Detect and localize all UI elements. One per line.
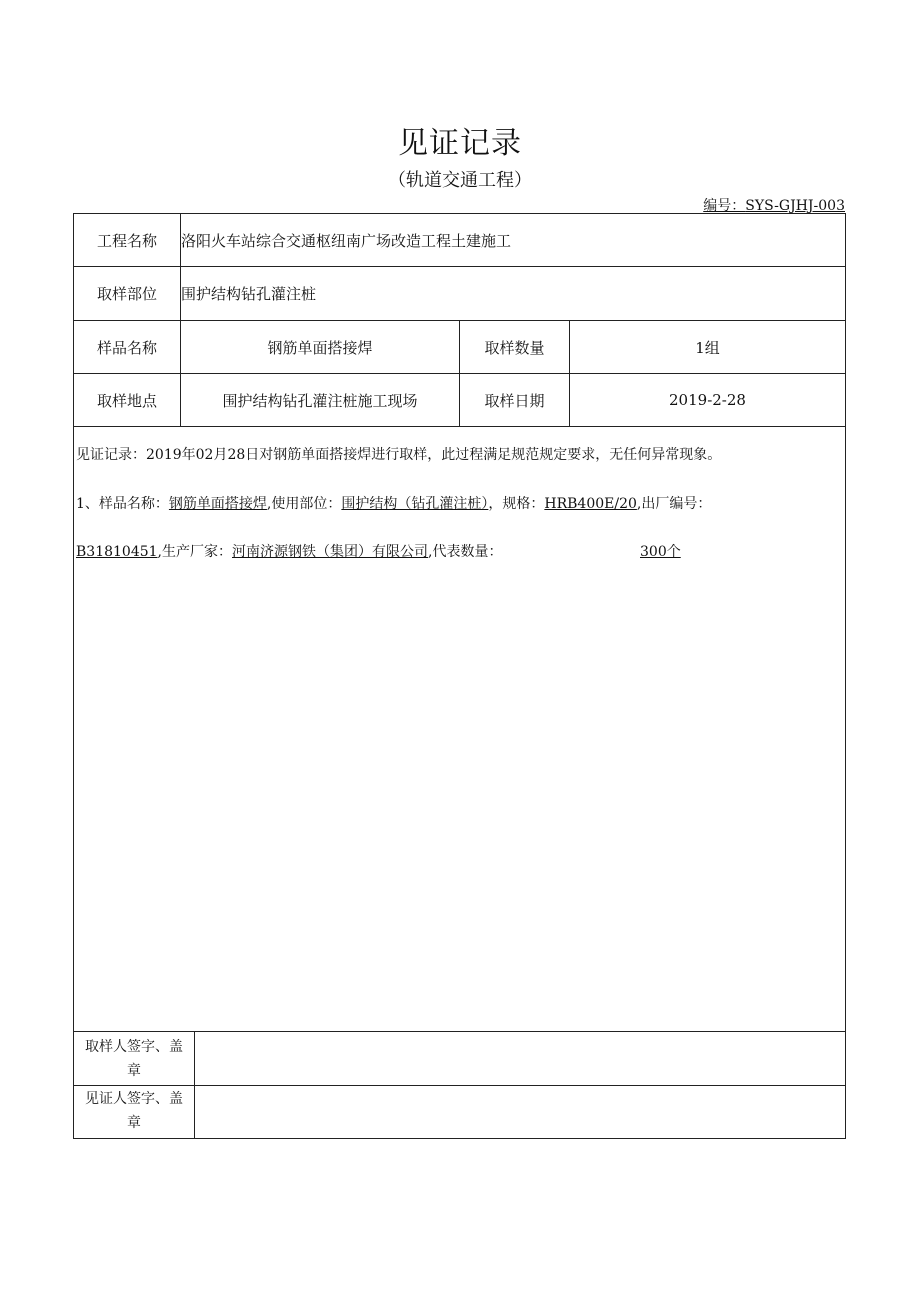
factory-no-label: ,出厂编号： <box>636 496 712 512</box>
record-line-3 <box>76 541 502 561</box>
maker-label: ,生产厂家： <box>157 544 232 560</box>
spec-label: ，规格： <box>488 496 545 512</box>
sampling-place-value: 围护结构钻孔灌注桩施工现场 <box>222 391 418 410</box>
factory-no-underlined: B31810451 <box>76 544 158 560</box>
doc-number-label: 编号： <box>703 198 746 214</box>
project-name-value: 洛阳火车站综合交通枢纽南广场改造工程土建施工 <box>181 231 512 250</box>
sampler-signature-label <box>74 1035 194 1083</box>
maker-underlined: 河南济源钢铁（集团）有限公司 <box>232 544 428 560</box>
document-number <box>703 195 845 215</box>
qty-label: ,代表数量： <box>428 544 503 560</box>
sampling-date-label: 取样日期 <box>484 391 545 410</box>
sampling-part-label: 取样部位 <box>96 285 157 303</box>
sample-name-label: 样品名称 <box>96 338 157 357</box>
sample-qty-label: 取样数量 <box>484 338 545 357</box>
project-name-label: 工程名称 <box>96 231 157 250</box>
row-divider <box>73 426 846 427</box>
witness-signature-field[interactable] <box>195 1086 845 1138</box>
sample-name-underlined: 钢筋单面搭接焊 <box>168 496 267 512</box>
sample-name-value: 钢筋单面搭接焊 <box>267 338 373 357</box>
page-title: 见证记录 <box>398 126 522 161</box>
sampling-place-label: 取样地点 <box>96 391 157 410</box>
doc-number-value: SYS-GJHJ-003 <box>745 198 845 214</box>
use-part-underlined: 围护结构（钻孔灌注桩） <box>341 496 489 512</box>
sample-qty-value: 1组 <box>695 338 720 357</box>
sampler-signature-field[interactable] <box>195 1032 845 1085</box>
page-subtitle: （轨道交通工程） <box>388 170 532 191</box>
use-label: ,使用部位： <box>266 496 342 512</box>
represent-qty-underlined: 300个 <box>640 544 681 560</box>
sampler-label-line-1: 取样人签字、盖 <box>85 1039 183 1055</box>
witness-signature-label <box>74 1087 194 1135</box>
witness-label-line-2: 章 <box>127 1115 141 1131</box>
sample-prefix: 1、样品名称： <box>76 496 169 512</box>
spec-underlined: HRB400E/20 <box>544 496 637 512</box>
sampling-date-value: 2019-2-28 <box>669 391 746 409</box>
sampler-label-line-2: 章 <box>127 1063 141 1079</box>
record-line-1: 见证记录：2019年02月28日对钢筋单面搭接焊进行取样，此过程满足规范规定要求，无任何异常现象。 <box>76 447 722 463</box>
sampling-part-value: 围护结构钻孔灌注桩 <box>181 285 317 303</box>
record-line-2 <box>76 493 711 513</box>
witness-label-line-1: 见证人签字、盖 <box>85 1091 183 1107</box>
